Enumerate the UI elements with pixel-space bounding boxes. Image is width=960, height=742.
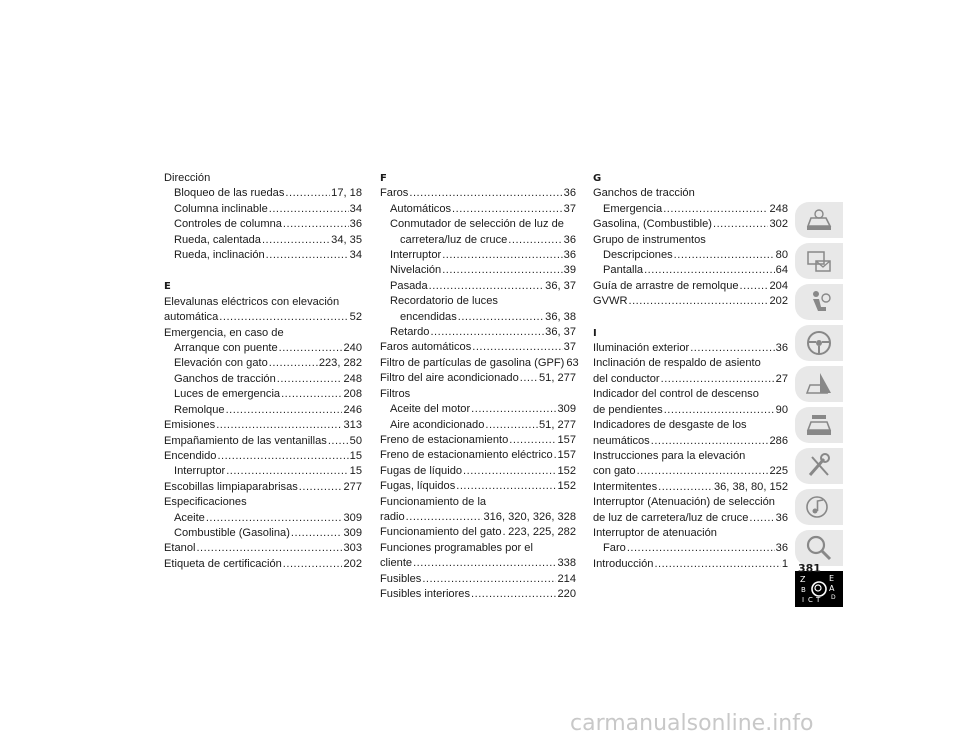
entry-page-ref[interactable]: 202 xyxy=(769,295,788,308)
index-entry[interactable] xyxy=(164,372,362,387)
leader-dots xyxy=(226,464,348,479)
index-entry[interactable] xyxy=(380,310,576,325)
entry-page-ref[interactable]: 36 xyxy=(563,187,576,200)
index-entry[interactable] xyxy=(164,541,362,556)
index-entry[interactable] xyxy=(164,217,362,232)
entry-label: Emergencia xyxy=(603,202,663,215)
index-entry[interactable] xyxy=(380,556,576,571)
index-heading: Emergencia, en caso de xyxy=(164,326,284,339)
entry-label: cliente xyxy=(380,557,413,570)
index-heading: Filtros xyxy=(380,387,411,400)
index-entry[interactable] xyxy=(164,233,362,248)
index-entry[interactable] xyxy=(380,248,576,263)
message-envelope-icon xyxy=(804,246,834,276)
entry-page-ref[interactable]: 309 xyxy=(557,403,576,416)
entry-label: Nivelación xyxy=(390,264,442,277)
entry-page-ref[interactable]: 15 xyxy=(349,449,362,462)
index-entry[interactable] xyxy=(380,525,576,540)
entry-label: Filtro del aire acondicionado xyxy=(380,372,519,385)
entry-page-ref[interactable]: 37 xyxy=(563,341,576,354)
tab-vehicle[interactable] xyxy=(795,202,843,238)
entry-label: Retardo xyxy=(390,326,430,339)
entry-label: Interruptor xyxy=(174,465,226,478)
index-entry[interactable] xyxy=(164,202,362,217)
index-heading: Funciones programables por el xyxy=(380,541,533,554)
alphabet-index-icon xyxy=(796,571,842,607)
entry-page-ref[interactable]: 208 xyxy=(343,388,362,401)
index-entry[interactable] xyxy=(593,294,788,309)
index-heading: Grupo de instrumentos xyxy=(593,233,706,246)
entry-page-ref[interactable]: 36 xyxy=(775,542,788,555)
entry-label: Intermitentes xyxy=(593,480,658,493)
entry-page-ref[interactable]: 338 xyxy=(557,557,576,570)
entry-page-ref[interactable]: 204 xyxy=(769,279,788,292)
section-letter: E xyxy=(164,281,171,293)
leader-dots xyxy=(651,434,769,449)
entry-page-ref[interactable]: 51, 277 xyxy=(538,418,576,431)
leader-dots xyxy=(471,402,556,417)
leader-dots xyxy=(520,371,538,386)
entry-label: Rueda, inclinación xyxy=(174,249,265,262)
entry-page-ref[interactable]: 248 xyxy=(769,202,788,215)
entry-label: Escobillas limpiaparabrisas xyxy=(164,480,298,493)
entry-label: Filtro de partículas de gasolina (GPF) xyxy=(380,356,565,369)
section-letter: G xyxy=(593,173,602,184)
leader-dots xyxy=(409,186,562,201)
entry-page-ref[interactable]: 223, 282 xyxy=(318,357,362,370)
leader-dots xyxy=(291,526,343,541)
entry-page-ref[interactable]: 51, 277 xyxy=(538,372,576,385)
leader-dots xyxy=(658,480,713,495)
index-entry[interactable] xyxy=(164,557,362,572)
index-entry[interactable] xyxy=(593,202,788,217)
leader-dots xyxy=(283,557,343,572)
entry-page-ref[interactable]: 277 xyxy=(343,480,362,493)
index-entry[interactable] xyxy=(164,310,362,325)
entry-page-ref[interactable]: 202 xyxy=(343,557,362,570)
index-column-2 xyxy=(380,171,579,602)
index-entry[interactable] xyxy=(164,387,362,402)
index-entry[interactable] xyxy=(164,341,362,356)
index-entry[interactable] xyxy=(164,248,362,263)
index-entry[interactable] xyxy=(593,541,788,556)
tab-driving[interactable] xyxy=(795,325,843,361)
index-entry[interactable] xyxy=(380,479,576,494)
index-letter-e: E xyxy=(829,574,835,583)
index-letter-t: T xyxy=(816,596,821,604)
index-heading: Elevalunas eléctricos con elevación xyxy=(164,295,340,308)
leader-dots xyxy=(281,387,342,402)
leader-dots xyxy=(206,511,343,526)
leader-dots xyxy=(285,186,330,201)
entry-label: de pendientes xyxy=(593,403,663,416)
entry-page-ref[interactable]: 27 xyxy=(775,372,788,385)
entry-label: Etiqueta de certificación xyxy=(164,557,282,570)
entry-page-ref[interactable]: 309 xyxy=(343,526,362,539)
entry-page-ref[interactable]: 157 xyxy=(557,449,576,462)
entry-label: Iluminación exterior xyxy=(593,342,690,355)
leader-dots xyxy=(485,418,538,433)
leader-dots xyxy=(429,279,545,294)
entry-page-ref[interactable]: 36, 37 xyxy=(545,279,576,292)
entry-page-ref[interactable]: 157 xyxy=(557,433,576,446)
car-dashboard-icon xyxy=(804,205,834,235)
entry-label: Controles de columna xyxy=(174,218,282,231)
entry-page-ref[interactable]: 36 xyxy=(349,218,362,231)
index-heading: Interruptor de atenuación xyxy=(593,526,717,539)
index-entry[interactable] xyxy=(380,325,576,340)
entry-label: Ganchos de tracción xyxy=(174,372,276,385)
leader-dots xyxy=(196,541,342,556)
index-heading: Dirección xyxy=(164,172,211,184)
index-entry[interactable] xyxy=(593,480,788,495)
entry-page-ref[interactable]: 52 xyxy=(349,311,362,324)
index-heading: Inclinación de respaldo de asiento xyxy=(593,357,761,370)
index-entry[interactable] xyxy=(164,186,362,201)
index-entry[interactable] xyxy=(164,464,362,479)
index-heading: Indicadores de desgaste de los xyxy=(593,419,747,432)
entry-label: Faros xyxy=(380,187,409,200)
entry-label: Aceite del motor xyxy=(390,403,471,416)
leader-dots xyxy=(674,248,775,263)
leader-dots xyxy=(713,217,768,232)
index-entry[interactable] xyxy=(164,511,362,526)
entry-label: Fusibles xyxy=(380,572,422,585)
media-music-icon xyxy=(804,492,834,522)
index-entry[interactable] xyxy=(380,340,576,355)
entry-page-ref[interactable]: 36 xyxy=(775,511,788,524)
leader-dots xyxy=(406,510,483,525)
entry-page-ref[interactable]: 36 xyxy=(775,342,788,355)
section-letter: F xyxy=(380,173,387,184)
index-heading: Funcionamiento de la xyxy=(380,495,487,508)
section-gap xyxy=(164,263,362,279)
leader-dots xyxy=(661,372,775,387)
index-entry[interactable] xyxy=(164,434,362,449)
index-entry[interactable] xyxy=(593,248,788,263)
leader-dots xyxy=(554,448,557,463)
entry-page-ref[interactable]: 152 xyxy=(557,480,576,493)
leader-dots xyxy=(279,341,343,356)
index-entry[interactable] xyxy=(380,402,576,417)
entry-label: Descripciones xyxy=(603,249,673,262)
index-heading: Recordatorio de luces xyxy=(390,295,498,308)
tab-messages[interactable] xyxy=(795,243,843,279)
entry-label: Faros automáticos xyxy=(380,341,472,354)
entry-label: Funcionamiento del gato xyxy=(380,526,502,539)
index-entry[interactable] xyxy=(593,434,788,449)
index-entry[interactable] xyxy=(593,341,788,356)
entry-page-ref[interactable]: 246 xyxy=(343,403,362,416)
index-entry[interactable] xyxy=(380,279,576,294)
index-entry[interactable] xyxy=(380,371,576,386)
entry-label: Automáticos xyxy=(390,202,452,215)
tab-alphabet[interactable] xyxy=(795,571,843,607)
entry-label: automática xyxy=(164,311,219,324)
entry-page-ref[interactable]: 223, 225, 282 xyxy=(508,526,576,539)
leader-dots xyxy=(226,403,343,418)
tab-specifications[interactable] xyxy=(795,448,843,484)
entry-label: Arranque con puente xyxy=(174,342,278,355)
entry-label: Emisiones xyxy=(164,419,216,432)
entry-label: Luces de emergencia xyxy=(174,388,281,401)
leader-dots xyxy=(413,556,556,571)
leader-dots xyxy=(422,572,556,587)
leader-dots xyxy=(269,202,349,217)
entry-page-ref[interactable]: 15 xyxy=(349,465,362,478)
index-entry[interactable] xyxy=(593,511,788,526)
entry-label: Combustible (Gasolina) xyxy=(174,526,290,539)
entry-label: radio xyxy=(380,510,405,523)
entry-page-ref[interactable]: 34, 35 xyxy=(331,233,362,246)
steering-wheel-icon xyxy=(804,328,834,358)
leader-dots xyxy=(277,372,343,387)
entry-page-ref[interactable]: 39 xyxy=(563,264,576,277)
entry-page-ref[interactable]: 152 xyxy=(557,464,576,477)
leader-dots xyxy=(217,449,348,464)
leader-dots xyxy=(740,279,769,294)
entry-label: GVWR xyxy=(593,295,628,308)
entry-label: carretera/luz de cruce xyxy=(400,233,508,246)
index-heading: Interruptor (Atenuación) de selección xyxy=(593,496,775,509)
leader-dots xyxy=(219,310,348,325)
entry-label: con gato xyxy=(593,465,636,478)
entry-page-ref[interactable]: 302 xyxy=(769,218,788,231)
leader-dots xyxy=(283,217,349,232)
index-heading: Conmutador de selección de luz de xyxy=(390,218,564,231)
entry-label: Aire acondicionado xyxy=(390,418,485,431)
entry-label: Fugas, líquidos xyxy=(380,480,456,493)
entry-page-ref[interactable]: 36 xyxy=(563,233,576,246)
index-letter-z: Z xyxy=(800,575,806,584)
index-entry[interactable] xyxy=(380,464,576,479)
index-entry[interactable] xyxy=(380,186,576,201)
index-entry[interactable] xyxy=(164,480,362,495)
leader-dots xyxy=(629,294,769,309)
entry-page-ref[interactable]: 17, 18 xyxy=(331,187,362,200)
entry-label: Fusibles interiores xyxy=(380,587,471,600)
entry-label: Empañamiento de las ventanillas xyxy=(164,434,327,447)
entry-label: neumáticos xyxy=(593,434,650,447)
entry-page-ref[interactable]: 316, 320, 326, 328 xyxy=(483,510,576,523)
entry-page-ref[interactable]: 34 xyxy=(349,202,362,215)
index-letter-a: A xyxy=(829,584,835,593)
leader-dots xyxy=(216,418,342,433)
entry-label: Columna inclinable xyxy=(174,202,268,215)
index-entry[interactable] xyxy=(380,572,576,587)
leader-dots xyxy=(456,479,556,494)
entry-page-ref[interactable]: 37 xyxy=(563,202,576,215)
index-entry[interactable] xyxy=(380,587,576,602)
entry-label: Remolque xyxy=(174,403,225,416)
entry-label: Etanol xyxy=(164,542,196,555)
leader-dots xyxy=(458,310,544,325)
entry-page-ref[interactable]: 240 xyxy=(343,342,362,355)
entry-page-ref[interactable]: 1 xyxy=(781,557,788,570)
leader-dots xyxy=(654,557,780,572)
entry-label: Elevación con gato xyxy=(174,357,268,370)
entry-label: de luz de carretera/luz de cruce xyxy=(593,511,749,524)
entry-page-ref[interactable]: 36, 38 xyxy=(545,310,576,323)
index-entry[interactable] xyxy=(593,557,788,572)
index-entry[interactable] xyxy=(164,418,362,433)
leader-dots xyxy=(442,248,562,263)
entry-label: del conductor xyxy=(593,372,660,385)
index-letter-b: B xyxy=(801,586,806,594)
index-entry[interactable] xyxy=(593,279,788,294)
section-letter: I xyxy=(593,327,597,339)
index-entry[interactable] xyxy=(593,403,788,418)
index-entry[interactable] xyxy=(164,403,362,418)
tab-index[interactable] xyxy=(795,530,843,566)
leader-dots xyxy=(503,525,508,540)
leader-dots xyxy=(269,356,318,371)
index-entry[interactable] xyxy=(380,356,579,371)
leader-dots xyxy=(509,433,556,448)
entry-page-ref[interactable]: 248 xyxy=(343,372,362,385)
index-entry[interactable] xyxy=(164,526,362,541)
index-column-1 xyxy=(164,171,362,572)
tab-multimedia[interactable] xyxy=(795,489,843,525)
index-heading: Instrucciones para la elevación xyxy=(593,449,746,462)
entry-label: encendidas xyxy=(400,310,457,323)
entry-page-ref[interactable]: 303 xyxy=(343,542,362,555)
entry-page-ref[interactable]: 214 xyxy=(557,572,576,585)
section-gap xyxy=(593,310,788,326)
index-entry[interactable] xyxy=(593,263,788,278)
entry-page-ref[interactable]: 313 xyxy=(343,419,362,432)
entry-label: Pantalla xyxy=(603,264,644,277)
index-entry[interactable] xyxy=(164,449,362,464)
leader-dots xyxy=(637,464,769,479)
entry-label: Freno de estacionamiento eléctrico xyxy=(380,449,553,462)
entry-label: Encendido xyxy=(164,449,217,462)
index-entry[interactable] xyxy=(593,217,788,232)
leader-dots xyxy=(299,480,343,495)
entry-page-ref[interactable]: 286 xyxy=(769,434,788,447)
index-entry[interactable] xyxy=(380,202,576,217)
leader-dots xyxy=(262,233,330,248)
entry-label: Aceite xyxy=(174,511,205,524)
wrench-screwdriver-icon xyxy=(804,451,834,481)
entry-label: Guía de arrastre de remolque xyxy=(593,279,739,292)
entry-page-ref[interactable]: 64 xyxy=(775,264,788,277)
entry-page-ref[interactable]: 80 xyxy=(775,249,788,262)
entry-label: Bloqueo de las ruedas xyxy=(174,187,285,200)
leader-dots xyxy=(442,263,562,278)
leader-dots xyxy=(690,341,774,356)
index-letter-c: C xyxy=(808,596,813,604)
entry-label: Fugas de líquido xyxy=(380,464,463,477)
leader-dots xyxy=(266,248,349,263)
index-entry[interactable] xyxy=(164,356,362,371)
leader-dots xyxy=(328,434,349,449)
leader-dots xyxy=(472,340,562,355)
page-number: 381 xyxy=(798,562,821,575)
index-entry[interactable] xyxy=(380,263,576,278)
entry-label: Gasolina, (Combustible) xyxy=(593,218,712,231)
index-entry[interactable] xyxy=(380,233,576,248)
leader-dots xyxy=(508,233,562,248)
entry-page-ref[interactable]: 36 xyxy=(563,249,576,262)
tab-emergency[interactable] xyxy=(795,366,843,402)
entry-page-ref[interactable]: 90 xyxy=(775,403,788,416)
watermark: carmanualsonline.info xyxy=(570,711,814,736)
tab-service[interactable] xyxy=(795,407,843,443)
index-heading: Especificaciones xyxy=(164,496,247,509)
entry-label: Pasada xyxy=(390,279,428,292)
index-letter-d: D xyxy=(831,594,836,601)
entry-label: Introducción xyxy=(593,557,654,570)
warning-triangle-car-icon xyxy=(804,369,834,399)
entry-label: Interruptor xyxy=(390,249,442,262)
leader-dots xyxy=(749,511,774,526)
index-letter-i: I xyxy=(802,596,805,604)
entry-page-ref[interactable]: 63 xyxy=(566,356,579,369)
leader-dots xyxy=(644,263,775,278)
index-entry[interactable] xyxy=(380,418,576,433)
leader-dots xyxy=(452,202,563,217)
index-heading: Ganchos de tracción xyxy=(593,187,695,200)
index-entry[interactable] xyxy=(380,510,576,525)
magnifier-search-icon xyxy=(804,533,834,563)
car-service-tools-icon xyxy=(804,410,834,440)
leader-dots xyxy=(664,403,775,418)
entry-page-ref[interactable]: 220 xyxy=(557,587,576,600)
leader-dots xyxy=(663,202,768,217)
entry-label: Faro xyxy=(603,542,626,555)
airbag-seat-icon xyxy=(804,287,834,317)
leader-dots xyxy=(463,464,556,479)
entry-label: Freno de estacionamiento xyxy=(380,433,509,446)
index-entry[interactable] xyxy=(380,448,576,463)
entry-page-ref[interactable]: 36, 38, 80, 152 xyxy=(713,480,788,493)
entry-page-ref[interactable]: 50 xyxy=(349,434,362,447)
index-entry[interactable] xyxy=(593,372,788,387)
entry-page-ref[interactable]: 34 xyxy=(349,249,362,262)
index-heading: Indicador del control de descenso xyxy=(593,388,759,401)
tab-safety[interactable] xyxy=(795,284,843,320)
chapter-tabs xyxy=(795,202,843,607)
index-entry[interactable] xyxy=(380,433,576,448)
entry-page-ref[interactable]: 225 xyxy=(769,465,788,478)
entry-page-ref[interactable]: 36, 37 xyxy=(545,326,576,339)
index-column-3 xyxy=(593,171,788,572)
entry-label: Rueda, calentada xyxy=(174,233,261,246)
leader-dots xyxy=(471,587,556,602)
index-entry[interactable] xyxy=(593,464,788,479)
leader-dots xyxy=(627,541,775,556)
leader-dots xyxy=(430,325,544,340)
entry-page-ref[interactable]: 309 xyxy=(343,511,362,524)
